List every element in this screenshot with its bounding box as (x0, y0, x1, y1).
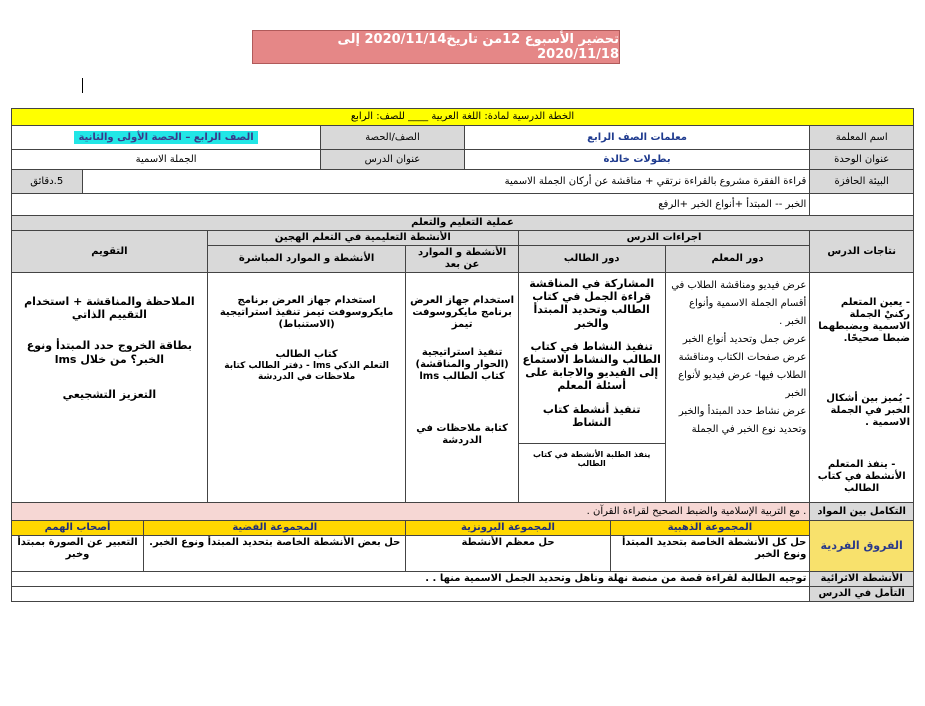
remote-item: تنفيذ استراتيجية (الحوار والمناقشة) (415, 347, 509, 370)
group-silver-task: حل بعض الأنشطة الخاصة بتحديد المبتدأ ونوع الخبر. (144, 536, 406, 572)
reflection-label: التأمل في الدرس (810, 587, 914, 602)
outcome-item: - ينفذ المتعلم الأنشطة في كتاب الطالب (817, 459, 906, 494)
student-role-item: تنفيذ أنشطة كتاب النشاط (542, 402, 641, 429)
student-role-item: ينفذ الطلبة الأنشطة في كتاب الطالب (532, 449, 651, 469)
direct-cell (207, 273, 406, 503)
student-role-item: تنفيذ النشاط في كتاب الطالب والنشاط الاستماع إلى الفيديو والاجابة على أسئلة المعلم (522, 339, 661, 393)
teacher-role-header: دور المعلم (665, 246, 810, 273)
motivation-label: البيئة الحافزة (810, 170, 914, 194)
reflection-text (12, 587, 810, 602)
group-bronze-task: حل معظم الأنشطة (406, 536, 610, 572)
process-header: عملية التعليم والتعلم (12, 216, 914, 231)
direct-item: التعلم الذكي lms - دفتر الطالب كتابة ملاحظات في الدردشة (224, 361, 389, 382)
teacher-role-item: عرض فيديو ومناقشة الطلاب في أقسام الجملة الاسمية وأنواع الخبر . (671, 280, 807, 327)
student-role-cell (518, 273, 665, 503)
text-cursor (82, 78, 83, 93)
group-gold-task: حل كل الأنشطة الخاصة بتحديد المبتدأ ونوع الخبر (610, 536, 810, 572)
differentiation-label: الفروق الفردية (810, 521, 914, 572)
group-gold-header: المجموعة الذهبية (610, 521, 810, 536)
remote-cell (406, 273, 518, 503)
remote-item: كتاب الطالب lms (419, 371, 505, 382)
teacher-role-cell (665, 273, 810, 503)
teacher-label: اسم المعلمة (810, 126, 914, 150)
group-special-task: التعبير عن الصورة بمبتدأ وخبر (12, 536, 144, 572)
teacher-role-item: عرض جمل وتحديد أنواع الخبر (682, 334, 807, 345)
remote-header: الأنشطة و الموارد عن بعد (406, 246, 518, 273)
motivation-duration: 5.دقائق (12, 170, 83, 194)
class-label: الصف/الحصة (321, 126, 465, 150)
integration-label: التكامل بين المواد (810, 503, 914, 521)
direct-header: الأنشطة و الموارد المباشرة (207, 246, 406, 273)
remote-item: كتابة ملاحظات في الدردشة (416, 423, 508, 446)
outcome-item: - يعين المتعلم ركنيْ الجملة الاسمية ويضبطهما ضبطا صحيحًا. (818, 297, 910, 344)
student-role-header: دور الطالب (518, 246, 665, 273)
keywords-text: الخبر -- المبتدأ +أنواع الخبر +الرفع (12, 194, 810, 216)
enrichment-label: الأنشطة الاثرائية (810, 572, 914, 587)
outcomes-cell (810, 273, 914, 503)
direct-item: استخدام جهاز العرض برنامج مايكروسوفت تيمز تنفيذ استراتيجية (الاستنباط) (219, 295, 394, 330)
class-value: الصف الرابع – الحصة الأولى والثانية (74, 131, 257, 144)
group-special-header: أصحاب الهمم (12, 521, 144, 536)
remote-item: استخدام جهاز العرض برنامج مايكروسوفت تيمز (410, 295, 515, 330)
direct-item: كتاب الطالب (275, 349, 338, 360)
teacher-role-item: عرض نشاط حدد المبتدأ والخبر وتحديد نوع الخبر في الجملة (678, 406, 807, 435)
outcome-item: - يُميز بين أشكال الخبر في الجملة الاسمية . (826, 393, 910, 428)
group-silver-header: المجموعة الفضية (144, 521, 406, 536)
integration-text: . مع التربية الإسلامية والضبط الصحيح لقراءة القرآن . (12, 503, 810, 521)
evaluation-item: بطاقة الخروج حدد المبتدأ ونوع الخبر؟ من خلال lms (26, 339, 193, 366)
activities-header: الأنشطة التعليمية في التعلم الهجين (207, 231, 518, 246)
evaluation-item: التعزيز التشجيعي (62, 387, 157, 401)
unit-value: بطولات خالدة (464, 150, 810, 170)
procedures-header: اجراءات الدرس (518, 231, 810, 246)
lesson-plan-table (11, 108, 914, 602)
plan-subject-row: الخطة الدرسية لمادة: اللغة العربية ____ للصف: الرابع (12, 109, 914, 126)
outcomes-header: نتاجات الدرس (810, 231, 914, 273)
evaluation-header: التقويم (12, 231, 208, 273)
teacher-value: معلمات الصف الرابع (464, 126, 810, 150)
lesson-label: عنوان الدرس (321, 150, 465, 170)
motivation-text: قراءة الفقرة مشروع بالقراءة نرتقي + مناقشة عن أركان الجملة الاسمية (82, 170, 810, 194)
evaluation-cell (12, 273, 208, 503)
group-bronze-header: المجموعة البرونزية (406, 521, 610, 536)
week-title: تحضير الأسبوع 12من تاريخ2020/11/14 إلى 2020/11/18 (252, 30, 620, 64)
unit-label: عنوان الوحدة (810, 150, 914, 170)
enrichment-text: توجيه الطالبة لقراءة قصة من منصة نهلة وناهل وتحديد الجمل الاسمية منها . . (12, 572, 810, 587)
teacher-role-item: عرض صفحات الكتاب ومناقشة الطلاب فيها- عرض فيديو لأنواع الخبر (678, 352, 807, 399)
evaluation-item: الملاحظة والمناقشة + استخدام التقييم الذاتي (24, 295, 195, 322)
lesson-value: الجملة الاسمية (12, 150, 321, 170)
student-role-item: المشاركة في المناقشة قراءة الجمل في كتاب الطالب وتحديد المبتدأ والخبر (529, 277, 655, 330)
